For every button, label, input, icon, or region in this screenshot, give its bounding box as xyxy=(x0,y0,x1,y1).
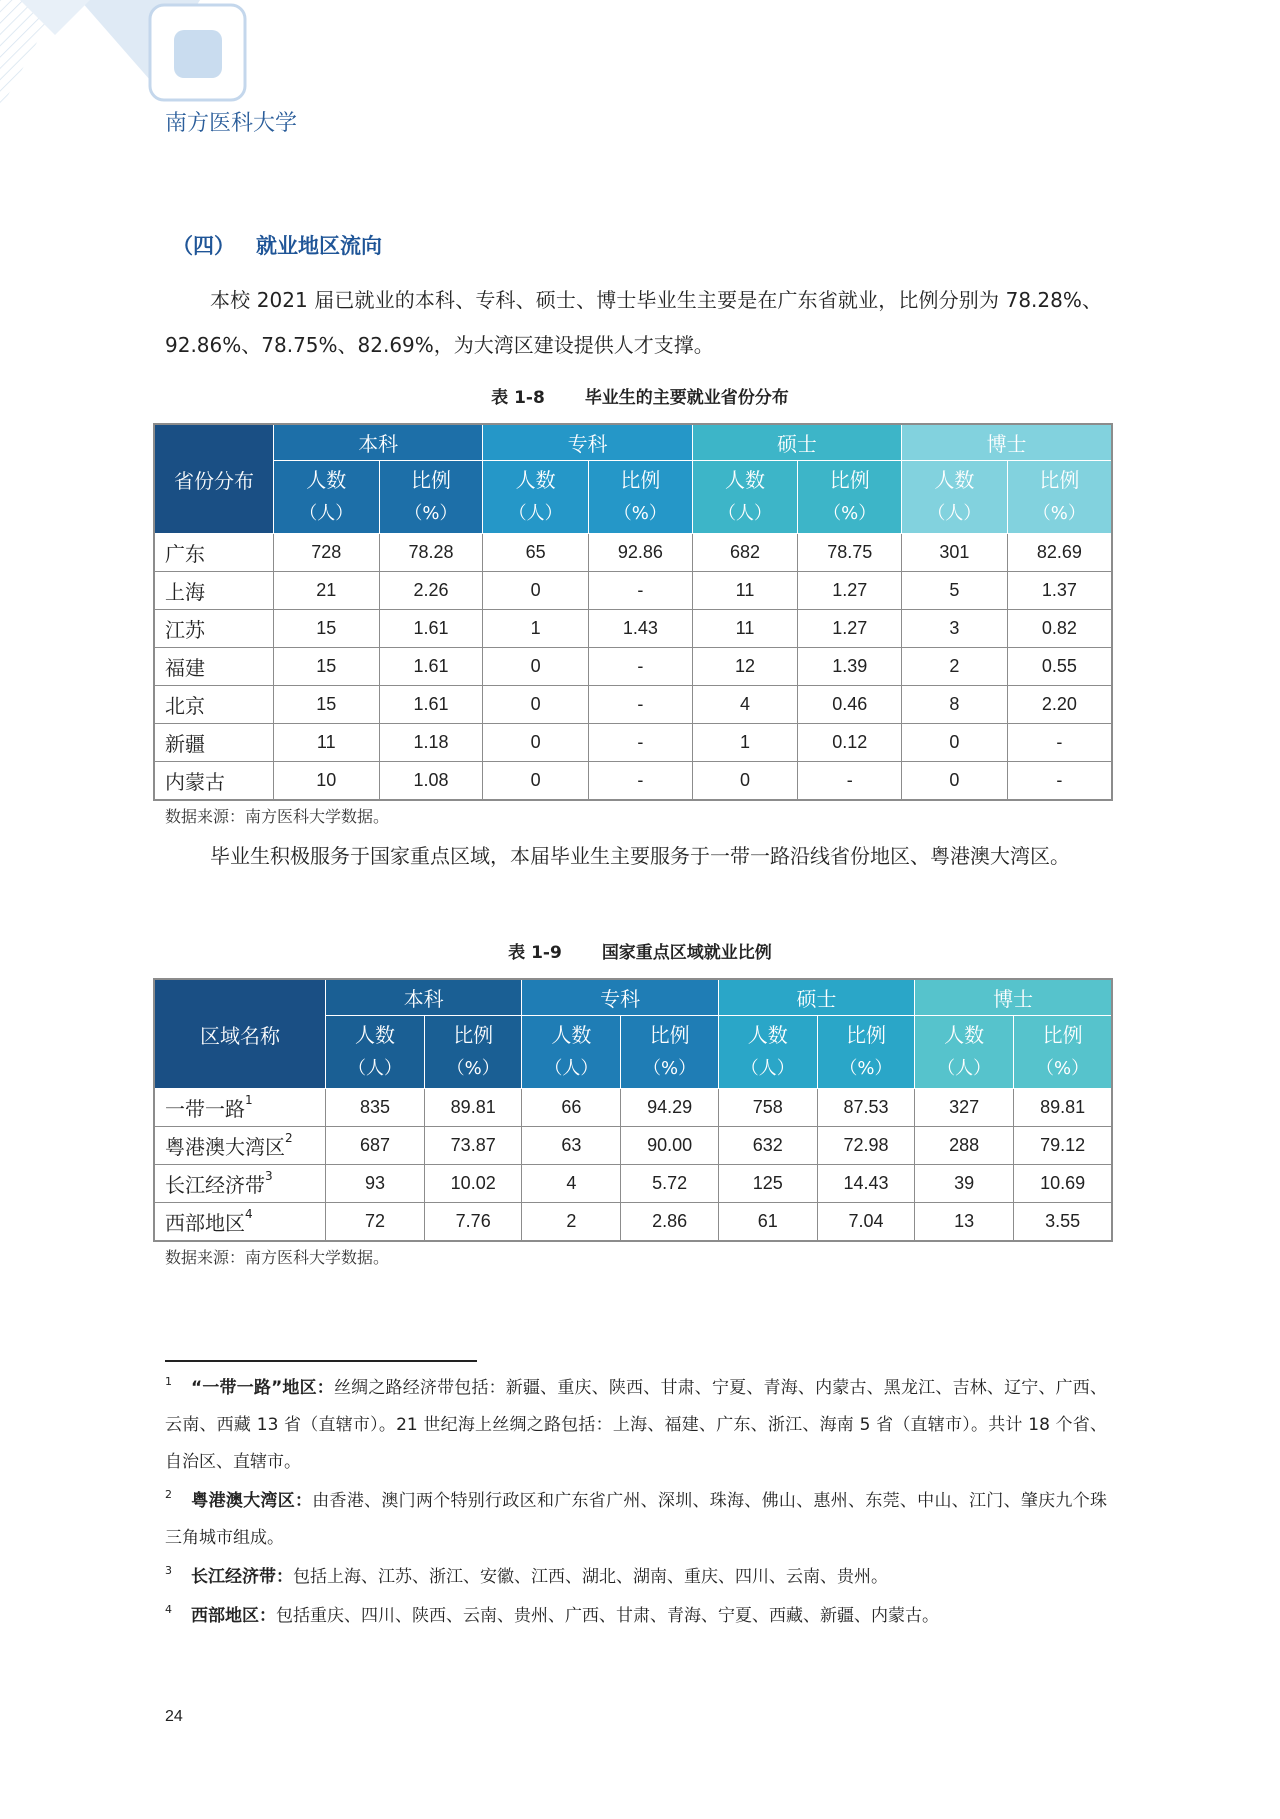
table-cell: 94.29 xyxy=(621,1089,718,1127)
table-cell: 0 xyxy=(483,686,589,724)
table-2-caption-number: 表 1-9 xyxy=(508,943,562,963)
table-row-name: 内蒙古 xyxy=(154,762,274,800)
table-row xyxy=(154,1165,1112,1203)
table-1-sub-header: 比例 （%） xyxy=(379,461,483,534)
table-1-caption-number: 表 1-8 xyxy=(491,388,545,408)
table-cell: 3 xyxy=(902,610,1008,648)
table-2-source: 数据来源：南方医科大学数据。 xyxy=(165,1248,390,1267)
table-cell: 0 xyxy=(692,762,798,800)
table-cell: 13 xyxy=(915,1203,1014,1241)
table-2-group-header: 硕士 xyxy=(718,979,914,1016)
footnote: 1 “一带一路”地区：丝绸之路经济带包括：新疆、重庆、陕西、甘肃、宁夏、青海、内蒙古、黑龙江、吉林、辽宁、广西、云南、西藏 13 省（直辖市）。21 世纪海上丝绸之路包括：上海、福建、广东、浙江、海南 5 省（直辖市）。共计 18 个省、自治区、直辖市。 xyxy=(165,1375,1107,1472)
table-cell: 82.69 xyxy=(1007,534,1112,572)
table-row xyxy=(154,648,1112,686)
table-2-row-header: 区域名称 xyxy=(154,979,326,1089)
table-cell: 327 xyxy=(915,1089,1014,1127)
table-cell: 10 xyxy=(274,762,380,800)
table-cell: 728 xyxy=(274,534,380,572)
table-cell: 0 xyxy=(902,762,1008,800)
table-1-source: 数据来源：南方医科大学数据。 xyxy=(165,807,390,826)
table-cell: 1.27 xyxy=(798,610,902,648)
table-cell: 0 xyxy=(483,572,589,610)
table-cell: 14.43 xyxy=(817,1165,914,1203)
section-number: （四） xyxy=(172,234,235,258)
table-cell: - xyxy=(798,762,902,800)
table-cell: 2 xyxy=(902,648,1008,686)
table-cell: 7.76 xyxy=(425,1203,522,1241)
table-cell: 0.82 xyxy=(1007,610,1112,648)
table-1-sub-header: 人数 （人） xyxy=(692,461,798,534)
table-1-body xyxy=(154,534,1112,800)
table-cell: - xyxy=(1007,724,1112,762)
table-cell: 835 xyxy=(326,1089,425,1127)
key-region-employment-table xyxy=(153,978,1113,1242)
table-cell: 78.28 xyxy=(379,534,483,572)
table-row-name: 新疆 xyxy=(154,724,274,762)
table-cell: 0 xyxy=(483,648,589,686)
table-2-group-header: 本科 xyxy=(326,979,522,1016)
table-cell: 1.39 xyxy=(798,648,902,686)
footnote: 2 粤港澳大湾区：由香港、澳门两个特别行政区和广东省广州、深圳、珠海、佛山、惠州、东莞、中山、江门、肇庆九个珠三角城市组成。 xyxy=(165,1488,1107,1548)
table-row-name: 粤港澳大湾区$^2$ xyxy=(154,1127,326,1165)
footnote-ref: 4 xyxy=(245,1206,253,1221)
table-cell: 1.37 xyxy=(1007,572,1112,610)
table-1-group-header: 专科 xyxy=(483,424,692,461)
table-row xyxy=(154,762,1112,800)
table-cell: 65 xyxy=(483,534,589,572)
table-cell: - xyxy=(588,686,692,724)
table-cell: 0 xyxy=(483,724,589,762)
footnote: 3 长江经济带：包括上海、江苏、浙江、安徽、江西、湖北、湖南、重庆、四川、云南、贵州。 xyxy=(165,1564,888,1587)
table-cell: 11 xyxy=(692,610,798,648)
table-row-name: 江苏 xyxy=(154,610,274,648)
table-cell: 92.86 xyxy=(588,534,692,572)
table-2-sub-header: 人数 （人） xyxy=(522,1016,621,1089)
footnote: 4 西部地区：包括重庆、四川、陕西、云南、贵州、广西、甘肃、青海、宁夏、西藏、新疆、内蒙古。 xyxy=(165,1603,939,1626)
table-cell: 1.18 xyxy=(379,724,483,762)
table-cell: 0.55 xyxy=(1007,648,1112,686)
table-cell: 72.98 xyxy=(817,1127,914,1165)
table-cell: - xyxy=(1007,762,1112,800)
table-row-name: 长江经济带$^3$ xyxy=(154,1165,326,1203)
table-cell: 78.75 xyxy=(798,534,902,572)
table-1-sub-header: 人数 （人） xyxy=(274,461,380,534)
table-2-sub-header: 比例 （%） xyxy=(621,1016,718,1089)
table-cell: 301 xyxy=(902,534,1008,572)
table-1-caption xyxy=(0,383,1280,408)
table-row-name: 广东 xyxy=(154,534,274,572)
table-cell: 1.27 xyxy=(798,572,902,610)
table-row-name: 福建 xyxy=(154,648,274,686)
table-cell: - xyxy=(588,762,692,800)
table-cell: 1.61 xyxy=(379,686,483,724)
table-1-group-header: 硕士 xyxy=(692,424,901,461)
table-1-caption-title: 毕业生的主要就业省份分布 xyxy=(584,388,789,408)
table-2-sub-header: 比例 （%） xyxy=(425,1016,522,1089)
paragraph-guangdong-employment: 本校 2021 届已就业的本科、专科、硕士、博士毕业生主要是在广东省就业，比例分别为 78.28%、92.86%、78.75%、82.69%，为大湾区建设提供人才支撑。 xyxy=(165,288,1102,357)
table-cell: - xyxy=(588,572,692,610)
table-row xyxy=(154,1203,1112,1241)
table-cell: 682 xyxy=(692,534,798,572)
table-cell: 73.87 xyxy=(425,1127,522,1165)
table-cell: 5 xyxy=(902,572,1008,610)
table-cell: 21 xyxy=(274,572,380,610)
table-1-sub-header: 比例 （%） xyxy=(588,461,692,534)
table-2-sub-header: 人数 （人） xyxy=(915,1016,1014,1089)
table-cell: 61 xyxy=(718,1203,817,1241)
table-cell: 0 xyxy=(483,762,589,800)
table-cell: 15 xyxy=(274,610,380,648)
table-2-caption xyxy=(0,938,1280,963)
table-cell: 0.46 xyxy=(798,686,902,724)
section-heading xyxy=(172,230,382,260)
table-cell: 125 xyxy=(718,1165,817,1203)
table-cell: 89.81 xyxy=(425,1089,522,1127)
table-row xyxy=(154,686,1112,724)
footnotes xyxy=(165,1370,1107,1637)
table-cell: 2.20 xyxy=(1007,686,1112,724)
table-2-group-header: 博士 xyxy=(915,979,1112,1016)
table-row xyxy=(154,572,1112,610)
table-1-group-header: 本科 xyxy=(274,424,483,461)
table-1-sub-header: 比例 （%） xyxy=(798,461,902,534)
table-cell: 87.53 xyxy=(817,1089,914,1127)
table-cell: 15 xyxy=(274,686,380,724)
table-cell: 89.81 xyxy=(1014,1089,1112,1127)
table-cell: 758 xyxy=(718,1089,817,1127)
table-cell: 63 xyxy=(522,1127,621,1165)
table-cell: 79.12 xyxy=(1014,1127,1112,1165)
table-cell: 1.61 xyxy=(379,648,483,686)
table-cell: 93 xyxy=(326,1165,425,1203)
table-cell: 4 xyxy=(692,686,798,724)
header-school-name: 南方医科大学 xyxy=(165,111,298,136)
table-cell: 0 xyxy=(902,724,1008,762)
table-row xyxy=(154,1089,1112,1127)
paragraph-key-regions: 毕业生积极服务于国家重点区域，本届毕业生主要服务于一带一路沿线省份地区、粤港澳大湾区。 xyxy=(210,844,1070,868)
table-cell: 2 xyxy=(522,1203,621,1241)
footnote-separator xyxy=(165,1360,477,1362)
table-cell: 4 xyxy=(522,1165,621,1203)
table-row xyxy=(154,724,1112,762)
table-row xyxy=(154,1127,1112,1165)
table-cell: 39 xyxy=(915,1165,1014,1203)
province-distribution-table xyxy=(153,423,1113,801)
table-cell: 1.08 xyxy=(379,762,483,800)
table-cell: 2.86 xyxy=(621,1203,718,1241)
table-cell: 687 xyxy=(326,1127,425,1165)
page-number: 24 xyxy=(165,1708,183,1725)
table-row xyxy=(154,534,1112,572)
table-cell: 3.55 xyxy=(1014,1203,1112,1241)
table-cell: 11 xyxy=(692,572,798,610)
table-cell: 11 xyxy=(274,724,380,762)
table-cell: 12 xyxy=(692,648,798,686)
table-2-sub-header: 人数 （人） xyxy=(326,1016,425,1089)
table-cell: - xyxy=(588,724,692,762)
table-cell: 0.12 xyxy=(798,724,902,762)
table-cell: 8 xyxy=(902,686,1008,724)
table-cell: 10.02 xyxy=(425,1165,522,1203)
footnote-ref: 1 xyxy=(245,1093,253,1107)
table-cell: 10.69 xyxy=(1014,1165,1112,1203)
table-cell: 7.04 xyxy=(817,1203,914,1241)
table-cell: 72 xyxy=(326,1203,425,1241)
footnote-ref: 2 xyxy=(285,1131,293,1145)
table-1-sub-header: 人数 （人） xyxy=(483,461,589,534)
table-row-name: 西部地区$^4$ xyxy=(154,1203,326,1241)
table-cell: 1 xyxy=(483,610,589,648)
table-1-row-header: 省份分布 xyxy=(154,424,274,534)
table-row-name: 北京 xyxy=(154,686,274,724)
table-cell: 66 xyxy=(522,1089,621,1127)
table-cell: 5.72 xyxy=(621,1165,718,1203)
footnote-ref: 3 xyxy=(265,1169,273,1183)
table-2-group-header: 专科 xyxy=(522,979,718,1016)
table-2-caption-title: 国家重点区域就业比例 xyxy=(601,943,772,963)
table-cell: 288 xyxy=(915,1127,1014,1165)
table-cell: - xyxy=(588,648,692,686)
table-row-name: 上海 xyxy=(154,572,274,610)
table-cell: 15 xyxy=(274,648,380,686)
table-2-body xyxy=(154,1089,1112,1241)
table-row-name: 一带一路$^1$ xyxy=(154,1089,326,1127)
table-cell: 1.43 xyxy=(588,610,692,648)
table-cell: 90.00 xyxy=(621,1127,718,1165)
table-cell: 2.26 xyxy=(379,572,483,610)
table-2-sub-header: 人数 （人） xyxy=(718,1016,817,1089)
table-2-sub-header: 比例 （%） xyxy=(817,1016,914,1089)
table-2-sub-header: 比例 （%） xyxy=(1014,1016,1112,1089)
table-1-group-header: 博士 xyxy=(902,424,1112,461)
table-row xyxy=(154,610,1112,648)
table-cell: 1 xyxy=(692,724,798,762)
section-title: 就业地区流向 xyxy=(256,234,382,258)
table-cell: 632 xyxy=(718,1127,817,1165)
table-cell: 1.61 xyxy=(379,610,483,648)
corner-decoration xyxy=(0,0,300,170)
table-1-sub-header: 人数 （人） xyxy=(902,461,1008,534)
table-1-sub-header: 比例 （%） xyxy=(1007,461,1112,534)
